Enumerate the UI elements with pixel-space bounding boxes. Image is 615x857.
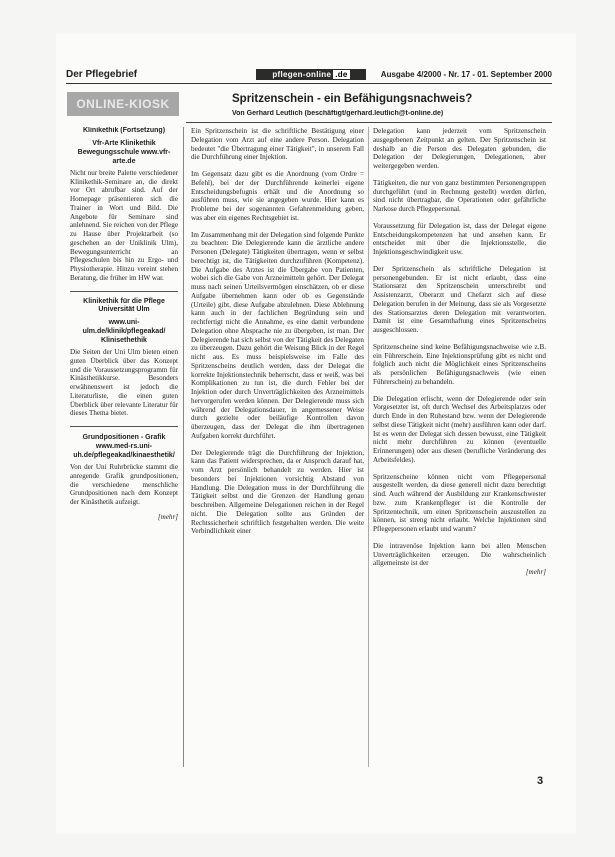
site-logo bbox=[256, 69, 366, 80]
paragraph: Ein Spritzenschein ist die schriftliche Bestätigung einer Delegation vom Arzt auf eine andere Person. Delegation bedeutet "die Übertragung einer Tätigkeit", in unserem Fall die Durchführung einer Injektion. bbox=[191, 127, 364, 162]
sidebar-rule bbox=[183, 127, 184, 767]
issue-info: Ausgabe 4/2000 - Nr. 17 - 01. September 2000 bbox=[380, 69, 552, 79]
sidebar bbox=[70, 127, 178, 767]
article-column-1 bbox=[191, 127, 364, 762]
section-heading: Klinikethik (Fortsetzung) bbox=[82, 127, 166, 134]
section-subheading: Vfr-Arte Klinikethik Bewegungsschule www.vfr-arte.de bbox=[77, 139, 171, 165]
article-column-2 bbox=[373, 127, 546, 772]
section-divider bbox=[70, 291, 178, 292]
more-link[interactable]: [mehr] bbox=[157, 512, 178, 521]
title-rule bbox=[186, 122, 552, 123]
paragraph: Die Delegation erlischt, wenn der Delegierende oder sein Vorgesetzter ist, oft durch Wechsel des Arbeitsplatzes oder durch Ende in den Ruhestand bzw. wenn der Delegierende selbst diese Tätigkeit nicht (mehr) ausführen kann oder darf. Ist es wenn der Delegat sich dessen bewusst, eine Tätigkeit nicht mehr durchführen zu können (eventuelle Erinnerungen) oder aus diesen (berufliche Veränderung des Arbeitsfeldes). bbox=[373, 394, 546, 464]
page-header bbox=[66, 66, 552, 82]
logo-suffix: .de bbox=[335, 69, 348, 79]
paragraph: Tätigkeiten, die nur von ganz bestimmten Personengruppen durchgeführt (und in Rechnung gestellt) werden dürfen, sind nicht übertragbar, die Operationen oder gefährliche Narkose durch Pflegepersonal. bbox=[373, 178, 546, 213]
column-rule bbox=[368, 127, 369, 767]
sidebar-section bbox=[70, 433, 178, 507]
section-subheading: www.uni-ulm.de/klinik/pflegeakad/ Klinisethethik bbox=[82, 319, 166, 344]
page-number: 3 bbox=[537, 775, 544, 787]
section-body: Nicht nur breite Palette verschiedener Klinikethik-Seminare an, die direkt vor Ort abrufbar sind. Auf der Homepage präsentieren sich die Trainer in Wort und Bild. Die Angebote für Seminare sind anlehnend. Sie reichen von der Pflege zu Hause über Projektarbeit (so geschehen an der Uniklinik Ulm), Bewegungsunterricht an Pflegeschulen bis hin zu Ergo- und Physiotherapie. Hinzu vereint stehen Beratung, die früher im HW war. bbox=[70, 168, 178, 282]
paragraph-text: Die intravenöse Injektion kann bei allen Menschen Unverträglichkeiten erzeugen. Die wahrscheinlich allgemeinste ist der bbox=[373, 541, 546, 568]
section-heading: Klinikethik für die Pflege Universität Ulm bbox=[83, 297, 165, 314]
paragraph: Voraussetzung für Delegation ist, dass der Delegat eigene Entscheidungskompetenzen hat und ansehen kann. Er entscheidet mit über die Injektionsstelle, die Injektionsgeschwindigkeit usw. bbox=[373, 221, 546, 256]
article-author: Von Gerhard Leutlich (beschäftigt/gerhard.leutlich@t-online.de) bbox=[232, 110, 444, 117]
paragraph: Im Gegensatz dazu gibt es die Anordnung (vom Ordre = Befehl), bei der der Durchführende keinerlei eigene Entscheidungsbefugnis erhält und die Anordnung so ausführen muss, wie sie angegeben wurde. Hier kann es Probleme bei der sogenannten Gefahrenmeldung geben, was aber ein eigenes Rechtsgebiet ist. bbox=[191, 170, 364, 222]
article-title: Spritzenschein - ein Befähigungsnachweis? bbox=[232, 93, 473, 105]
paragraph: Spritzenscheine sind keine Befähigungsnachweise wie z.B. ein Führerschein. Eine Injektionsprüfung gibt es nicht und folglich auch nicht die Möglichkeit eines Spritzenscheins als persönlichen Befähigungsnachweis (wie einen Führerschein) zu behandeln. bbox=[373, 342, 546, 386]
paragraph bbox=[373, 542, 546, 577]
continue-link[interactable]: [mehr] bbox=[525, 568, 546, 576]
header-rule bbox=[66, 83, 552, 84]
paragraph: Delegation kann jederzeit vom Spritzenschein ausgegebenen Zeitpunkt an gelten. Der Spritzenschein ist deshalb an die Person des Delegaten gebunden, die Delegation der Delegierungen, Delegationen, aber weitergegeben werden. bbox=[373, 127, 546, 170]
section-body: Die Seiten der Uni Ulm bieten einen guten Überblick über das Konzept und die Voraussetzungsprogramm für Kinästhetikkurse. Besonders erwähnenswert ist jedoch die Literaturliste, die einen guten Überblick über relevante Literatur für dieses Thema bietet. bbox=[70, 348, 178, 418]
section-heading: Grundpositionen - Grafik www.med-rs.uni-uh.de/pflegeakad/kinaesthetik/ bbox=[73, 434, 175, 459]
paragraph: Im Zusammenhang mit der Delegation sind folgende Punkte zu beachten: Die Delegierende kann die ärztliche andere Personen (Delegate) Tätigkeiten übertragen, wenn er selbst berechtigt ist, die Tätigkeiten durchzuführen (Kompetenz). Die Aufgabe des Arztes ist die Übergabe von Patienten, wobei sich die Gabe von Arzneimitteln gehört. Der Delegat muss nach seinen Urteilsvermögen einschätzen, ob er diese Aufgabe übernehmen kann oder ob es Gegenstände (Urteile) gibt, diese Aufgabe abzulehnen. Diese Ablehnung kann auch in der fachlichen Begründung sein und rechtfertigt nicht die Annahme, es eine damit verbundene Delegation ohne Absprache nie zu übergeben, ist man. Der Delegierende hat sich selbst von der Tätigkeit des Delegaten zu überzeugen. Dazu gehört die Weisung Blick in der Regel nicht aus. Es muss beispielsweise im Falle des Spritzenscheins deutlich werden, dass der Delegat die korrekte Injektionstechnik beherrscht, dass er weiß, was bei Komplikationen zu tun ist, die durch Fehler bei der Injektion oder durch Unverträglichkeiten des Arzneimittels hervorgerufen werden können. Der Delegierende muss sich während der Delegationsdauer, in angemessener Weise durch gezielte oder beiläufige Kontrollen davon überzeugen, dass der Delegat die ihm übertragenen Aufgaben korrekt durchführt. bbox=[191, 230, 364, 440]
logo-text: pflegen-online bbox=[272, 69, 332, 79]
sidebar-section bbox=[70, 298, 178, 419]
paragraph: Der Spritzenschein als schriftliche Delegation ist personengebunden. Er ist nicht erlaubt, dass eine Stationsarzt den Spritzenschein unterschreibt und Assistenzarzt, Oberarzt und Chefarzt sich auf diese Delegation berufen in der Meinung, dass sie als Vorgesetzte des Stationsarztes deren Delegation mit verantworten. Damit ist eine Gesamthaftung eines Spritzenscheins ausgeschlossen. bbox=[373, 264, 546, 334]
publication-title: Der Pflegebrief bbox=[66, 68, 138, 80]
section-divider bbox=[70, 426, 178, 427]
paragraph: Der Delegierende trägt die Durchführung der Injektion, kann das Patient widersprechen, da er Anspruch darauf hat, vom Arzt persönlich behandelt zu werden. Hier ist besonders bei Injektionen vorsichtig Abstand von Handlung. Die Delegation muss in der Durchführung die Tätigkeit selbst und die Grenzen der Handlung genau beschreiben. Allgemeine Delegationen reichen in der Regel nicht. Die Delegation sollte aus Gründen der Rechtssicherheit schriftlich festgehalten werden. Die weite Verbindlichkeit einer bbox=[191, 448, 364, 536]
paragraph: Spritzenscheine können nicht vom Pflegepersonal ausgestellt werden, da diese generell nicht dazu berechtigt sind. Auch während der Ausbildung zur Krankenschwester bzw. zum Krankenpfleger ist die Kontrolle der Spritzentechnik, um einen Spritzenschein auszustellen zu können, ist streng nicht erlaubt. Welche Injektionen sind Pflegepersonen erlaubt und warum? bbox=[373, 472, 546, 533]
section-body: Von der Uni Ruhrbrücke stammt die anregende Grafik grundpositionen, die verschiedene menschliche Grundpositionen nach dem Konzept der Kinästhetik aufzeigt. bbox=[70, 463, 178, 506]
sidebar-section bbox=[70, 127, 178, 283]
kiosk-banner: ONLINE-KIOSK bbox=[67, 92, 179, 116]
